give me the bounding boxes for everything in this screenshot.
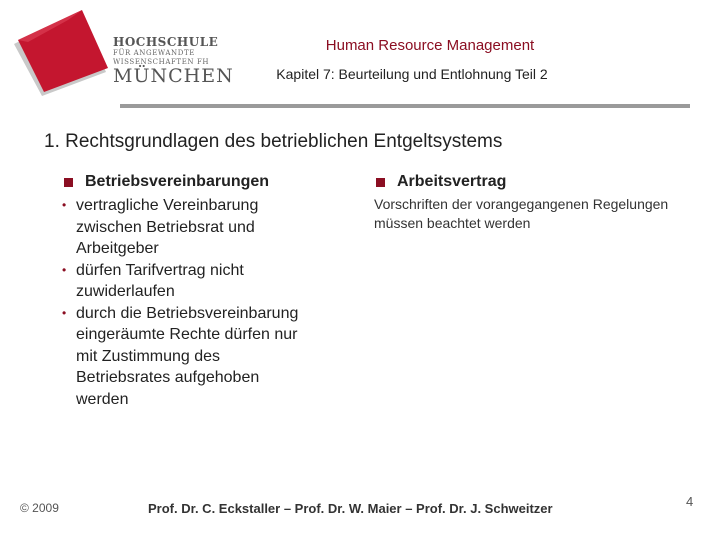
logo-line-4: MÜNCHEN [113, 65, 234, 87]
dot-bullet-icon: • [62, 305, 67, 320]
header-divider [120, 104, 690, 108]
logo-line-1: HOCHSCHULE [113, 35, 219, 49]
square-bullet-icon [64, 178, 73, 187]
right-heading [374, 173, 674, 191]
square-bullet-icon [376, 178, 385, 187]
logo-line-3: WISSENSCHAFTEN FH [113, 58, 210, 66]
list-item [62, 260, 312, 303]
left-heading [62, 173, 312, 191]
left-column [62, 173, 312, 410]
list-item [62, 195, 312, 260]
logo-line-2: FÜR ANGEWANDTE [113, 49, 195, 57]
list-item-text: durch die Betriebsvereinbarung eingeräumte Rechte dürfen nur mit Zustimmung des Betriebsrates aufgehoben werden [76, 304, 299, 408]
copyright: © 2009 [20, 501, 59, 515]
course-title: Human Resource Management [325, 37, 535, 54]
slide-title: 1. Rechtsgrundlagen des betrieblichen Entgeltsystems [44, 131, 503, 152]
dot-bullet-icon: • [62, 262, 67, 277]
left-bullet-list [62, 195, 312, 410]
right-column [374, 173, 674, 233]
list-item-text: dürfen Tarifvertrag nicht zuwiderlaufen [76, 261, 244, 300]
list-item [62, 303, 312, 411]
chapter-title: Kapitel 7: Beurteilung und Entlohnung Teil 2 [276, 66, 548, 82]
logo-wordmark [113, 36, 234, 86]
footer-authors: Prof. Dr. C. Eckstaller – Prof. Dr. W. Maier – Prof. Dr. J. Schweitzer [148, 501, 553, 516]
left-heading-label: Betriebsvereinbarungen [85, 173, 270, 190]
right-heading-label: Arbeitsvertrag [397, 173, 507, 190]
page-number: 4 [686, 494, 694, 509]
list-item-text: vertragliche Vereinbarung zwischen Betriebsrat und Arbeitgeber [76, 197, 259, 257]
dot-bullet-icon: • [62, 198, 67, 212]
right-body-text: Vorschriften der vorangegangenen Regelungen müssen beachtet werden [374, 196, 669, 231]
